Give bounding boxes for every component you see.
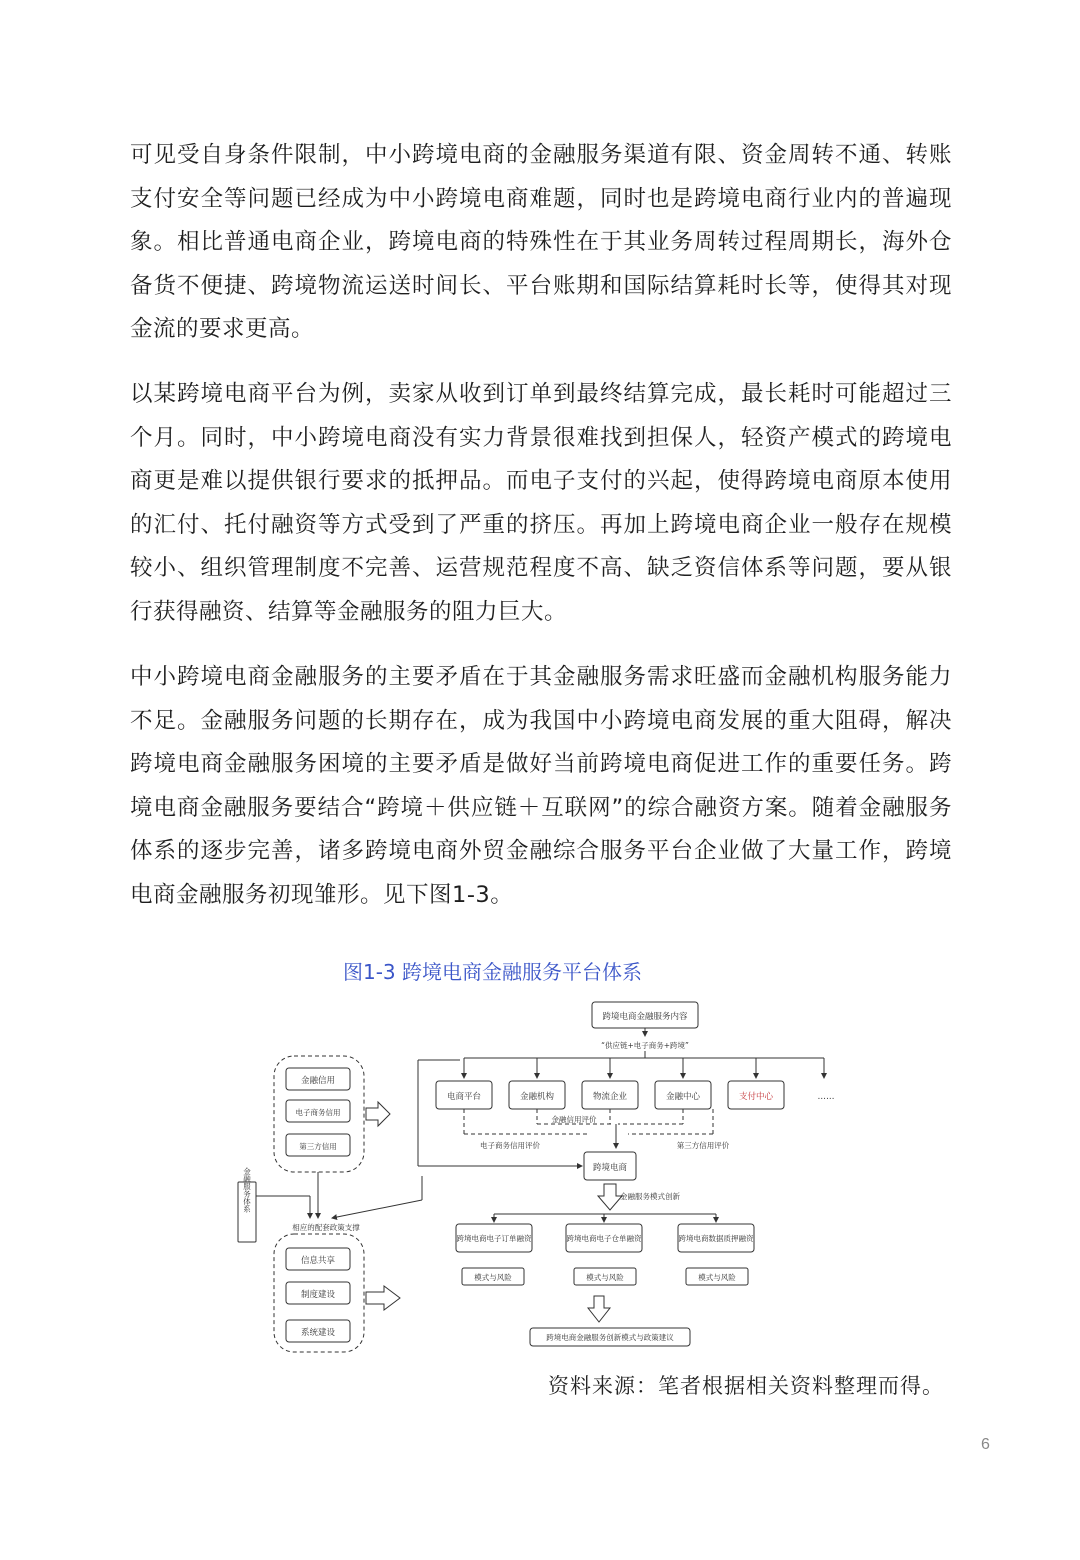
platform-label: 电商平台 <box>446 1092 482 1102</box>
credit-group-label: 金融信用 <box>300 1076 336 1086</box>
service-label: 跨境电商电子仓单融资 <box>566 1234 642 1243</box>
page-number: 6 <box>981 1436 990 1453</box>
paragraph-2: 以某跨境电商平台为例，卖家从收到订单到最终结算完成，最长耗时可能超过三个月。同时，中小跨境电商没有实力背景很难找到担保人，轻资产模式的跨境电商更是难以提供银行要求的抵押品。而电子支付的兴起，使得跨境电商原本使用的汇付、托付融资等方式受到了严重的挤压。再加上跨境电商企业一般存在规模较小、组织管理制度不完善、运营规范程度不高、缺乏资信体系等问题，要从银行获得融资、结算等金融服务的阻力巨大。 <box>130 381 952 625</box>
credit-label: 第三方信用评价 <box>676 1141 730 1150</box>
center-label: 跨境电商 <box>592 1163 628 1173</box>
top-box-label: 跨境电商金融服务内容 <box>602 1012 688 1022</box>
platform-label: 金融中心 <box>665 1092 701 1102</box>
mode-label: 模式与风险 <box>586 1273 624 1282</box>
mode-label: 模式与风险 <box>698 1273 736 1282</box>
platform-label: …… <box>817 1092 835 1102</box>
figure-caption <box>0 956 985 985</box>
top-sub-label: “供应链+电子商务+跨境” <box>601 1041 689 1050</box>
paragraph-3: 中小跨境电商金融服务的主要矛盾在于其金融服务需求旺盛而金融机构服务能力不足。金融服务问题的长期存在，成为我国中小跨境电商发展的重大阻碍，解决跨境电商金融服务困境的主要矛盾是做好当前跨境电商促进工作的重要任务。跨境电商金融服务要结合“跨境＋供应链＋互联网”的综合融资方案。随着金融服务体系的逐步完善，诸多跨境电商外贸金融综合服务平台企业做了大量工作，跨境电商金融服务初现雏形。见下图1-3。 <box>130 664 952 908</box>
service-label: 跨境电商电子订单融资 <box>456 1234 532 1243</box>
platform-label: 金融机构 <box>519 1092 555 1102</box>
credit-label: 电子商务信用评价 <box>480 1141 540 1150</box>
support-arrow <box>366 1286 400 1310</box>
service-label: 跨境电商数据质押融资 <box>678 1234 754 1243</box>
bottom-arrow <box>588 1296 610 1322</box>
credit-group-label: 电子商务信用 <box>295 1108 341 1117</box>
left-vertical-label: 金融服务体系 <box>242 1167 252 1213</box>
innovation-arrow <box>598 1184 622 1210</box>
support-group-label: 系统建设 <box>300 1328 336 1338</box>
figure-title: 跨境电商金融服务平台体系 <box>402 960 643 984</box>
platform-diagram <box>228 996 848 1366</box>
paragraph-1: 可见受自身条件限制，中小跨境电商的金融服务渠道有限、资金周转不通、转账支付安全等问题已经成为中小跨境电商难题，同时也是跨境电商行业内的普遍现象。相比普通电商企业，跨境电商的特殊性在于其业务周转过程周期长，海外仓备货不便捷、跨境物流运送时间长、平台账期和国际结算耗时长等，使得其对现金流的要求更高。 <box>130 142 952 342</box>
mode-label: 模式与风险 <box>474 1273 512 1282</box>
support-group-label: 信息共享 <box>300 1256 336 1266</box>
platform-label: 支付中心 <box>738 1092 774 1102</box>
figure-number: 图1-3 <box>342 960 396 984</box>
credit-group-label: 第三方信用 <box>299 1142 337 1151</box>
support-group-label: 制度建设 <box>300 1290 336 1300</box>
source-note: 资料来源：笔者根据相关资料整理而得。 <box>548 1374 944 1398</box>
platform-label: 物流企业 <box>592 1092 628 1102</box>
credit-arrow <box>366 1102 390 1126</box>
support-title: 相应的配套政策支撑 <box>292 1223 360 1232</box>
bottom-box-label: 跨境电商金融服务创新模式与政策建议 <box>546 1333 674 1342</box>
credit-label: 金融信用评价 <box>551 1115 597 1124</box>
innovation-label: 金融服务模式创新 <box>620 1192 680 1201</box>
